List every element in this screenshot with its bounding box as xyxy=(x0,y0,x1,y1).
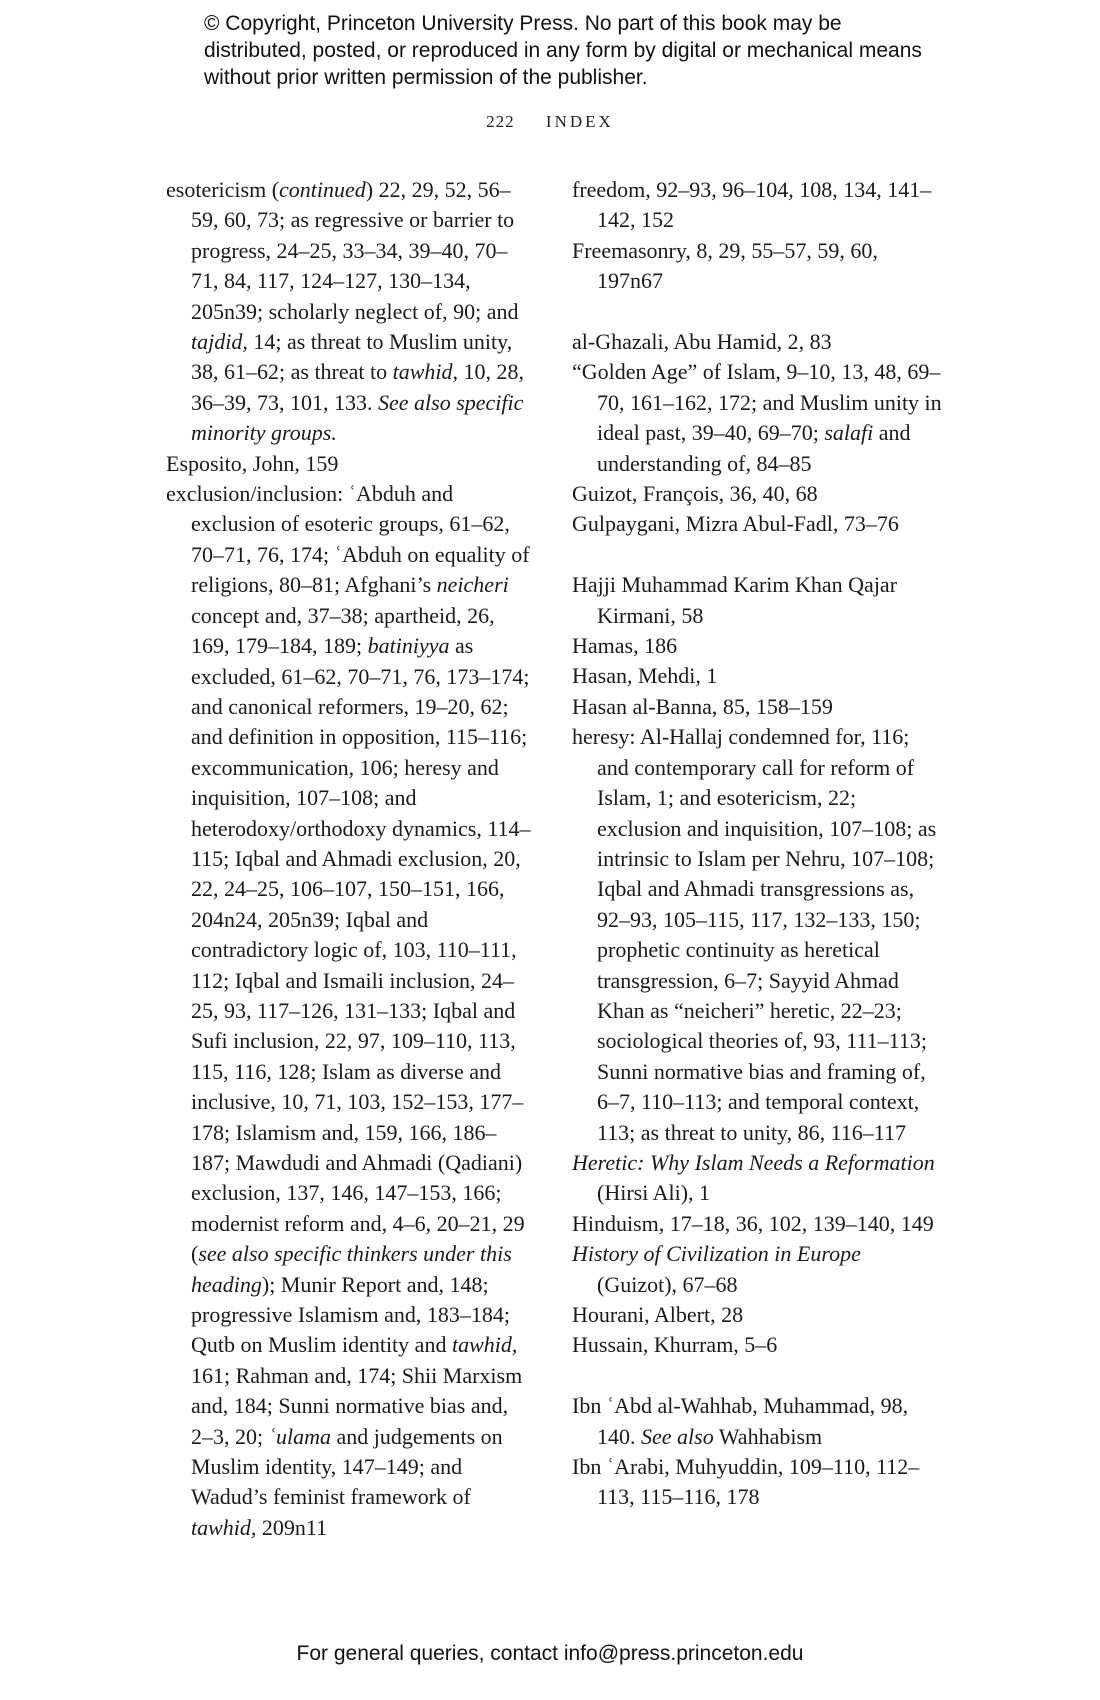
index-entry-golden-age: “Golden Age” of Islam, 9–10, 13, 48, 69–70, 161–162, 172; and Muslim unity in ideal past, 39–40, 69–70; salafi and understanding of, 84–85 xyxy=(572,359,942,476)
running-head xyxy=(0,112,1100,132)
contact-footer: For general queries, contact info@press.princeton.edu xyxy=(296,1642,804,1665)
index-entry-hamas: Hamas, 186 xyxy=(572,633,678,659)
index-entry-exclusion-inclusion: exclusion/inclusion: ʿAbduh and exclusion of esoteric groups, 61–62, 70–71, 76, 174; ʿAbduh on equality of religions, 80–81; Afghani’s neicheri concept and, 37–38; apartheid, 26, 169, 179–184, 189; batiniyya as excluded, 61–62, 70–71, 76, 173–174; and canonical reformers, 19–20, 62; and definition in opposition, 115–116; excommunication, 106; heresy and inquisition, 107–108; and heterodoxy/orthodoxy dynamics, 114–115; Iqbal and Ahmadi exclusion, 20, 22, 24–25, 106–107, 150–151, 166, 204n24, 205n39; Iqbal and contradictory logic of, 103, 110–111, 112; Iqbal and Ismaili inclusion, 24–25, 93, 117–126, 131–133; Iqbal and Sufi inclusion, 22, 97, 109–110, 113, 115, 116, 128; Islam as diverse and inclusive, 10, 71, 103, 152–153, 177–178; Islamism and, 159, 166, 186–187; Mawdudi and Ahmadi (Qadiani) exclusion, 137, 146, 147–153, 166; modernist reform and, 4–6, 20–21, 29 (see also specific thinkers under this heading); Munir Report and, 148; progressive Islamism and, 183–184; Qutb on Muslim identity and tawhid, 161; Rahman and, 174; Shii Marxism and, 184; Sunni normative bias and, 2–3, 20; ʿulama and judgements on Muslim identity, 147–149; and Wadud’s feminist framework of tawhid, 209n11 xyxy=(166,481,531,1540)
letter-group-gap xyxy=(572,297,942,327)
index-entry-heresy: heresy: Al-Hallaj condemned for, 116; and contemporary call for reform of Islam, 1; and esotericism, 22; exclusion and inquisition, 107–108; as intrinsic to Islam per Nehru, 107–108; Iqbal and Ahmadi transgressions as, 92–93, 105–115, 117, 132–133, 150; prophetic continuity as heretical transgression, 6–7; Sayyid Ahmad Khan as “neicheri” heretic, 22–23; sociological theories of, 93, 111–113; Sunni normative bias and framing of, 6–7, 110–113; and temporal context, 113; as threat to unity, 86, 116–117 xyxy=(572,724,937,1145)
index-entry-al-ghazali: al-Ghazali, Abu Hamid, 2, 83 xyxy=(572,329,832,355)
letter-group-gap xyxy=(572,540,942,570)
index-entry-hasan-mehdi: Hasan, Mehdi, 1 xyxy=(572,663,718,689)
running-title: INDEX xyxy=(545,112,614,131)
index-entry-gulpaygani: Gulpaygani, Mizra Abul-Fadl, 73–76 xyxy=(572,511,899,537)
index-column-left xyxy=(166,175,534,1543)
page-number: 222 xyxy=(486,112,515,131)
index-entry-guizot: Guizot, François, 36, 40, 68 xyxy=(572,481,818,507)
letter-group-gap xyxy=(572,1361,942,1391)
index-entry-ibn-arabi: Ibn ʿArabi, Muhyuddin, 109–110, 112–113, 115–116, 178 xyxy=(572,1454,920,1510)
index-entry-ibn-abd-al-wahhab: Ibn ʿAbd al-Wahhab, Muhammad, 98, 140. See also Wahhabism xyxy=(572,1393,909,1449)
index-entry-hajji-kirmani: Hajji Muhammad Karim Khan Qajar Kirmani, 58 xyxy=(572,572,898,628)
index-entry-freemasonry: Freemasonry, 8, 29, 55–57, 59, 60, 197n67 xyxy=(572,237,878,294)
index-column-right xyxy=(572,175,942,1513)
copyright-notice: © Copyright, Princeton University Press. No part of this book may be distributed, posted, or reproduced in any form by digital or mechanical means without prior written permission of the publisher. xyxy=(204,12,922,89)
index-entry-hourani: Hourani, Albert, 28 xyxy=(572,1302,744,1327)
index-entry-freedom: freedom, 92–93, 96–104, 108, 134, 141–142, 152 xyxy=(572,177,932,233)
index-entry-hinduism: Hinduism, 17–18, 36, 102, 139–140, 149 xyxy=(572,1210,934,1236)
index-entry-heretic: Heretic: Why Islam Needs a Reformation (Hirsi Ali), 1 xyxy=(572,1149,935,1206)
index-entry-hussain: Hussain, Khurram, 5–6 xyxy=(572,1332,778,1358)
index-entry-history-of-civilization: History of Civilization in Europe (Guizot), 67–68 xyxy=(572,1241,861,1297)
index-entry-esposito: Esposito, John, 159 xyxy=(166,450,339,476)
index-entry-esotericism: esotericism (continued) 22, 29, 52, 56–59, 60, 73; as regressive or barrier to progress, 24–25, 33–34, 39–40, 70–71, 84, 117, 124–127, 130–134, 205n39; scholarly neglect of, 90; and tajdid, 14; as threat to Muslim unity, 38, 61–62; as threat to tawhid, 10, 28, 36–39, 73, 101, 133. See also specific minority groups. xyxy=(166,177,525,446)
index-entry-hasan-al-banna: Hasan al-Banna, 85, 158–159 xyxy=(572,693,833,719)
